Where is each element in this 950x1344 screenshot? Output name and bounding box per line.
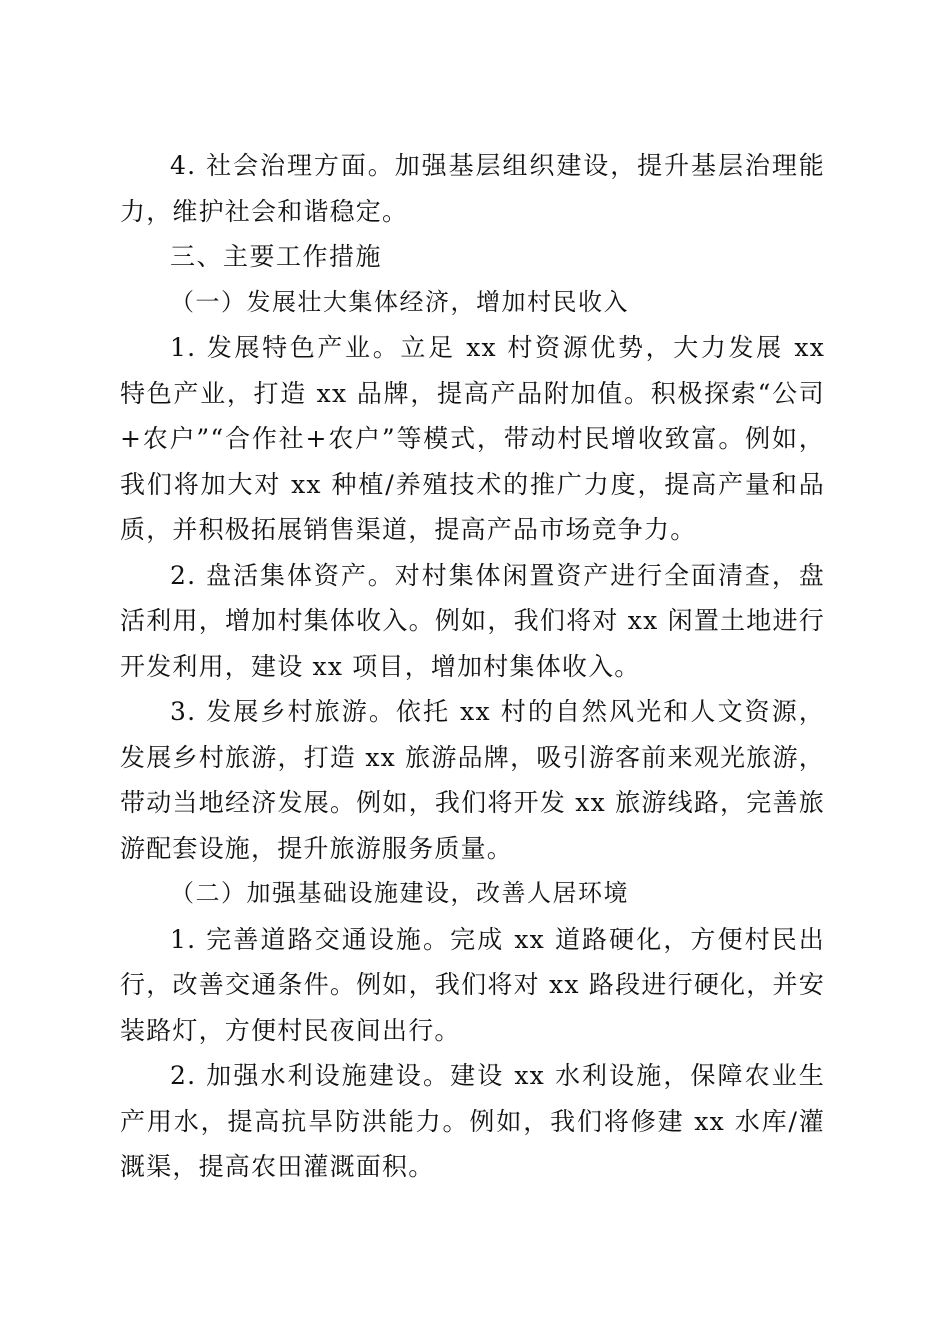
paragraph-road-transport: 1. 完善道路交通设施。完成 xx 道路硬化，方便村民出行，改善交通条件。例如，我们将对 xx 路段进行硬化，并安装路灯，方便村民夜间出行。 — [120, 924, 825, 1045]
subsection-heading-infrastructure: （二）加强基础设施建设，改善人居环境 — [170, 879, 629, 907]
paragraph-rural-tourism: 3. 发展乡村旅游。依托 xx 村的自然风光和人文资源，发展乡村旅游，打造 xx 旅游品牌，吸引游客前来观光旅游，带动当地经济发展。例如，我们将开发 xx 旅游线路，完善旅游配套设施，提升旅游服务质量。 — [120, 697, 825, 863]
paragraph-collective-assets: 2. 盘活集体资产。对村集体闲置资产进行全面清查，盘活利用，增加村集体收入。例如，我们将对 xx 闲置土地进行开发利用，建设 xx 项目，增加村集体收入。 — [120, 560, 825, 681]
paragraph-water-conservancy: 2. 加强水利设施建设。建设 xx 水利设施，保障农业生产用水，提高抗旱防洪能力。例如，我们将修建 xx 水库/灌溉渠，提高农田灌溉面积。 — [120, 1061, 825, 1181]
section-heading-main-measures: 三、主要工作措施 — [170, 242, 383, 271]
subsection-heading-collective-economy: （一）发展壮大集体经济，增加村民收入 — [170, 287, 629, 316]
paragraph-specialty-industry: 1. 发展特色产业。立足 xx 村资源优势，大力发展 xx 特色产业，打造 xx 品牌，提高产品附加值。积极探索“公司+农户”“合作社+农户”等模式，带动村民增收致富。例如，我们将加大对 xx 种植/养殖技术的推广力度，提高产量和品质，并积极拓展销售渠道，提高产品市场竞争力。 — [120, 333, 825, 544]
paragraph-social-governance: 4. 社会治理方面。加强基层组织建设，提升基层治理能力，维护社会和谐稳定。 — [120, 151, 825, 226]
document-body — [120, 143, 825, 1190]
